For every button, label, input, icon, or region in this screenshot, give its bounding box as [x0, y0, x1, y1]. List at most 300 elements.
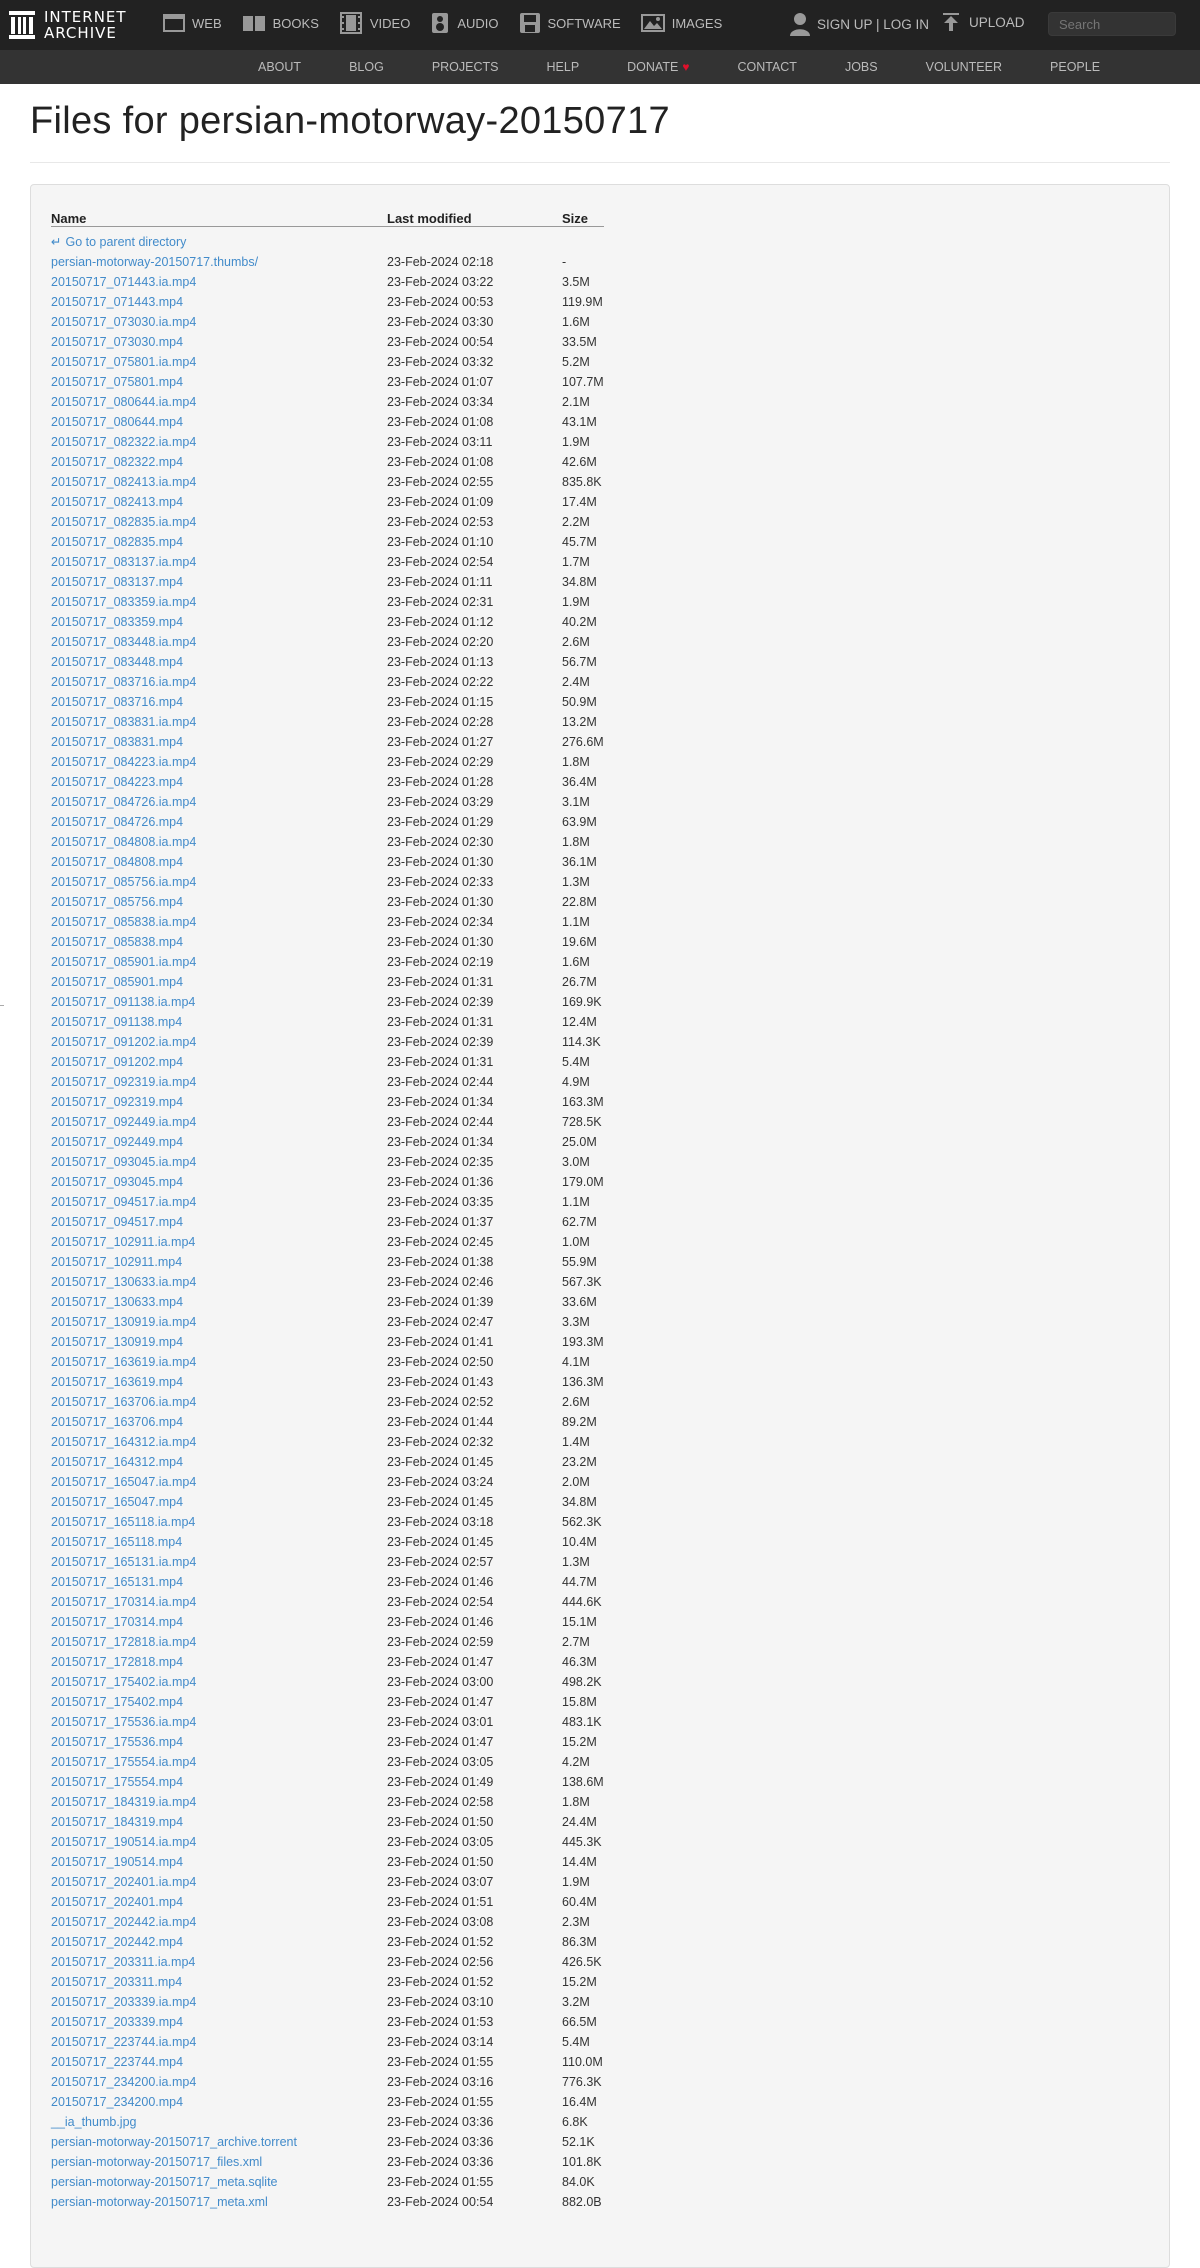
file-link[interactable]: 20150717_080644.mp4	[51, 414, 184, 429]
file-link[interactable]: 20150717_082322.mp4	[51, 454, 184, 469]
file-link[interactable]: 20150717_175402.ia.mp4	[51, 1674, 197, 1689]
last-modified-cell: 23-Feb-2024 01:47	[387, 1734, 494, 1749]
file-link[interactable]: 20150717_164312.ia.mp4	[51, 1434, 197, 1449]
file-name-cell	[51, 1932, 387, 1952]
subnav-about[interactable]	[258, 60, 301, 74]
size-cell: 19.6M	[562, 934, 597, 949]
subnav-label: CONTACT	[737, 60, 797, 74]
file-link[interactable]: 20150717_234200.ia.mp4	[51, 2074, 197, 2089]
table-row	[51, 852, 604, 872]
last-modified-cell: 23-Feb-2024 01:28	[387, 774, 494, 789]
file-link[interactable]: 20150717_082413.ia.mp4	[51, 474, 197, 489]
size-cell: 50.9M	[562, 694, 597, 709]
table-row	[51, 372, 604, 392]
file-link[interactable]: 20150717_092449.mp4	[51, 1134, 184, 1149]
last-modified-cell: 23-Feb-2024 00:53	[387, 294, 494, 309]
last-modified-cell: 23-Feb-2024 01:30	[387, 854, 494, 869]
nav-software[interactable]	[519, 12, 621, 34]
nav-books[interactable]	[242, 12, 319, 34]
header-name[interactable]: Name	[51, 202, 387, 226]
table-row	[51, 1432, 604, 1452]
file-name-cell	[51, 1992, 387, 2012]
signup-login[interactable]	[789, 12, 929, 36]
size-cell: 84.0K	[562, 2174, 595, 2189]
table-row	[51, 592, 604, 612]
file-link[interactable]: 20150717_092449.ia.mp4	[51, 1114, 197, 1129]
file-link[interactable]: 20150717_165118.mp4	[51, 1534, 183, 1549]
file-name-cell	[51, 952, 387, 972]
file-link[interactable]: 20150717_170314.ia.mp4	[51, 1594, 197, 1609]
file-name-cell	[51, 1972, 387, 1992]
table-row	[51, 632, 604, 652]
file-link[interactable]: 20150717_202442.mp4	[51, 1934, 184, 1949]
last-modified-cell: 23-Feb-2024 01:30	[387, 934, 494, 949]
size-cell: 728.5K	[562, 1114, 602, 1129]
file-link[interactable]: persian-motorway-20150717_meta.sqlite	[51, 2174, 278, 2189]
file-link[interactable]: 20150717_203311.ia.mp4	[51, 1954, 196, 1969]
table-row	[51, 552, 604, 572]
size-cell: 276.6M	[562, 734, 604, 749]
table-row	[51, 1792, 604, 1812]
file-link[interactable]: 20150717_165047.mp4	[51, 1494, 184, 1509]
table-row	[51, 1652, 604, 1672]
file-link[interactable]: 20150717_083137.mp4	[51, 574, 184, 589]
file-link[interactable]: 20150717_175554.mp4	[51, 1774, 184, 1789]
file-name-cell	[51, 972, 387, 992]
table-row	[51, 512, 604, 532]
file-link[interactable]: persian-motorway-20150717_archive.torrent	[51, 2134, 297, 2149]
last-modified-cell: 23-Feb-2024 03:05	[387, 1754, 494, 1769]
file-name-cell	[51, 1032, 387, 1052]
last-modified-cell: 23-Feb-2024 02:39	[387, 1034, 494, 1049]
title-divider	[30, 162, 1170, 163]
file-name-cell	[51, 2052, 387, 2072]
last-modified-cell: 23-Feb-2024 03:30	[387, 314, 494, 329]
subnav-projects[interactable]	[432, 60, 499, 74]
file-name-cell	[51, 392, 387, 412]
last-modified-cell: 23-Feb-2024 02:34	[387, 914, 494, 929]
file-name-cell	[51, 1012, 387, 1032]
table-row	[51, 672, 604, 692]
file-link[interactable]: 20150717_084808.mp4	[51, 854, 184, 869]
last-modified-cell: 23-Feb-2024 01:50	[387, 1814, 494, 1829]
internet-archive-logo[interactable]	[8, 6, 127, 44]
file-link[interactable]: 20150717_234200.mp4	[51, 2094, 184, 2109]
file-link[interactable]: 20150717_091138.ia.mp4	[51, 994, 196, 1009]
file-link[interactable]: 20150717_165131.mp4	[51, 1574, 184, 1589]
file-link[interactable]: 20150717_082322.ia.mp4	[51, 434, 197, 449]
file-link[interactable]: 20150717_083359.ia.mp4	[51, 594, 197, 609]
file-link[interactable]: 20150717_084223.mp4	[51, 774, 184, 789]
file-link[interactable]: 20150717_080644.ia.mp4	[51, 394, 197, 409]
last-modified-cell: 23-Feb-2024 03:08	[387, 1914, 494, 1929]
file-link[interactable]: 20150717_223744.ia.mp4	[51, 2034, 197, 2049]
size-cell: 107.7M	[562, 374, 604, 389]
size-cell: 114.3K	[562, 1034, 601, 1049]
table-row	[51, 692, 604, 712]
file-link[interactable]: 20150717_075801.ia.mp4	[51, 354, 197, 369]
last-modified-cell: 23-Feb-2024 03:29	[387, 794, 494, 809]
size-cell: 4.9M	[562, 1074, 590, 1089]
file-link[interactable]: 20150717_071443.ia.mp4	[51, 274, 197, 289]
subnav-people[interactable]	[1050, 60, 1100, 74]
file-link[interactable]: 20150717_083831.ia.mp4	[51, 714, 197, 729]
table-row	[51, 1972, 604, 1992]
file-link[interactable]: 20150717_163706.ia.mp4	[51, 1394, 197, 1409]
file-name-cell	[51, 2152, 387, 2172]
file-link[interactable]: 20150717_130919.ia.mp4	[51, 1314, 197, 1329]
file-link[interactable]: 20150717_093045.mp4	[51, 1174, 184, 1189]
table-row	[51, 392, 604, 412]
table-row	[51, 1092, 604, 1112]
last-modified-cell: 23-Feb-2024 02:55	[387, 474, 494, 489]
file-link[interactable]: 20150717_175402.mp4	[51, 1694, 184, 1709]
last-modified-cell: 23-Feb-2024 01:43	[387, 1374, 494, 1389]
file-link[interactable]: 20150717_094517.mp4	[51, 1214, 184, 1229]
last-modified-cell: 23-Feb-2024 02:57	[387, 1554, 494, 1569]
file-link[interactable]: 20150717_203339.mp4	[51, 2014, 184, 2029]
last-modified-cell: 23-Feb-2024 02:45	[387, 1234, 494, 1249]
search-input[interactable]	[1059, 17, 1169, 32]
last-modified-cell: 23-Feb-2024 01:55	[387, 2054, 494, 2069]
subnav-blog[interactable]	[349, 60, 384, 74]
last-modified-cell: 23-Feb-2024 02:56	[387, 1954, 494, 1969]
file-link[interactable]: 20150717_092319.ia.mp4	[51, 1074, 197, 1089]
last-modified-cell: 23-Feb-2024 02:54	[387, 554, 494, 569]
table-row	[51, 712, 604, 732]
last-modified-cell: 23-Feb-2024 02:19	[387, 954, 494, 969]
file-link[interactable]: 20150717_085756.ia.mp4	[51, 874, 197, 889]
size-cell: 45.7M	[562, 534, 597, 549]
size-cell: 3.2M	[562, 1994, 590, 2009]
file-link[interactable]: 20150717_082835.mp4	[51, 534, 184, 549]
file-link[interactable]: __ia_thumb.jpg	[51, 2114, 137, 2129]
file-link[interactable]: 20150717_082413.mp4	[51, 494, 184, 509]
file-link[interactable]: 20150717_175554.ia.mp4	[51, 1754, 197, 1769]
file-link[interactable]: 20150717_083448.ia.mp4	[51, 634, 197, 649]
size-cell: 5.4M	[562, 1054, 590, 1069]
file-name-cell	[51, 512, 387, 532]
last-modified-cell: 23-Feb-2024 03:18	[387, 1514, 494, 1529]
last-modified-cell: 23-Feb-2024 02:31	[387, 594, 494, 609]
last-modified-cell: 23-Feb-2024 03:07	[387, 1874, 494, 1889]
size-cell: 1.1M	[562, 1194, 590, 1209]
size-cell: 1.1M	[562, 914, 590, 929]
file-name-cell	[51, 1472, 387, 1492]
size-cell: 17.4M	[562, 494, 597, 509]
nav-images[interactable]	[641, 12, 723, 34]
table-row	[51, 1932, 604, 1952]
last-modified-cell: 23-Feb-2024 01:12	[387, 614, 494, 629]
file-link[interactable]: 20150717_083716.mp4	[51, 694, 184, 709]
subnav-volunteer[interactable]	[926, 60, 1002, 74]
table-row	[51, 352, 604, 372]
file-name-cell	[51, 1692, 387, 1712]
file-link[interactable]: 20150717_085756.mp4	[51, 894, 184, 909]
file-link[interactable]: persian-motorway-20150717_meta.xml	[51, 2194, 268, 2209]
table-row	[51, 972, 604, 992]
size-cell: 1.6M	[562, 314, 590, 329]
table-row	[51, 472, 604, 492]
file-link[interactable]: 20150717_083716.ia.mp4	[51, 674, 197, 689]
size-cell: 1.7M	[562, 554, 590, 569]
file-name-cell	[51, 352, 387, 372]
subnav-contact[interactable]	[737, 60, 797, 74]
file-link[interactable]: 20150717_083359.mp4	[51, 614, 184, 629]
last-modified-cell: 23-Feb-2024 01:08	[387, 414, 494, 429]
size-cell: 33.5M	[562, 334, 597, 349]
file-link[interactable]: 20150717_164312.mp4	[51, 1454, 184, 1469]
size-cell: 60.4M	[562, 1894, 597, 1909]
file-link[interactable]: 20150717_190514.mp4	[51, 1854, 184, 1869]
last-modified-cell: 23-Feb-2024 01:11	[387, 574, 493, 589]
last-modified-cell: 23-Feb-2024 02:39	[387, 994, 494, 1009]
file-link[interactable]: 20150717_165047.ia.mp4	[51, 1474, 197, 1489]
file-name-cell	[51, 1892, 387, 1912]
file-link[interactable]: 20150717_083137.ia.mp4	[51, 554, 197, 569]
last-modified-cell: 23-Feb-2024 01:36	[387, 1174, 494, 1189]
last-modified-cell: 23-Feb-2024 01:15	[387, 694, 494, 709]
file-link[interactable]: 20150717_163619.ia.mp4	[51, 1354, 197, 1369]
size-cell: 6.8K	[562, 2114, 588, 2129]
table-row	[51, 832, 604, 852]
file-name-cell	[51, 1532, 387, 1552]
size-cell: 445.3K	[562, 1834, 602, 1849]
size-cell: 10.4M	[562, 1534, 597, 1549]
last-modified-cell: 23-Feb-2024 03:36	[387, 2134, 494, 2149]
media-nav	[163, 12, 742, 34]
file-link[interactable]: 20150717_165131.ia.mp4	[51, 1554, 197, 1569]
size-cell: 169.9K	[562, 994, 602, 1009]
search-box[interactable]	[1048, 12, 1176, 36]
file-link[interactable]: 20150717_091202.mp4	[51, 1054, 184, 1069]
size-cell: 101.8K	[562, 2154, 602, 2169]
file-link[interactable]: 20150717_082835.ia.mp4	[51, 514, 197, 529]
file-link[interactable]: 20150717_184319.ia.mp4	[51, 1794, 197, 1809]
size-cell: 16.4M	[562, 2094, 597, 2109]
file-link[interactable]: 20150717_102911.ia.mp4	[51, 1234, 196, 1249]
size-cell: 25.0M	[562, 1134, 597, 1149]
parent-directory-label: Go to parent directory	[65, 235, 187, 249]
file-link[interactable]: 20150717_175536.ia.mp4	[51, 1714, 197, 1729]
size-cell: 2.6M	[562, 634, 590, 649]
file-link[interactable]: 20150717_102911.mp4	[51, 1254, 183, 1269]
file-link[interactable]: 20150717_203339.ia.mp4	[51, 1994, 197, 2009]
file-name-cell	[51, 872, 387, 892]
size-cell: 15.1M	[562, 1614, 597, 1629]
file-name-cell	[51, 1132, 387, 1152]
table-row	[51, 1292, 604, 1312]
size-cell: 55.9M	[562, 1254, 597, 1269]
file-name-cell	[51, 1072, 387, 1092]
file-name-cell	[51, 592, 387, 612]
subnav-donate[interactable]	[627, 60, 689, 74]
file-link[interactable]: 20150717_163706.mp4	[51, 1414, 184, 1429]
upload-button[interactable]	[942, 12, 1025, 32]
file-link[interactable]: 20150717_075801.mp4	[51, 374, 184, 389]
file-name-cell	[51, 452, 387, 472]
file-link[interactable]: 20150717_172818.ia.mp4	[51, 1634, 197, 1649]
file-link[interactable]: 20150717_073030.mp4	[51, 334, 184, 349]
last-modified-cell: 23-Feb-2024 01:47	[387, 1694, 494, 1709]
file-name-cell	[51, 1332, 387, 1352]
size-cell: 66.5M	[562, 2014, 597, 2029]
upload-label: UPLOAD	[969, 14, 1025, 30]
table-row	[51, 2172, 604, 2192]
file-name-cell	[51, 1292, 387, 1312]
subnav-jobs[interactable]	[845, 60, 878, 74]
file-link[interactable]: 20150717_190514.ia.mp4	[51, 1834, 197, 1849]
file-name-cell	[51, 692, 387, 712]
file-link[interactable]: 20150717_083448.mp4	[51, 654, 184, 669]
table-row	[51, 1732, 604, 1752]
file-link[interactable]: 20150717_085901.ia.mp4	[51, 954, 197, 969]
top-nav	[0, 0, 1200, 50]
last-modified-cell: 23-Feb-2024 01:13	[387, 654, 494, 669]
file-link[interactable]: 20150717_202442.ia.mp4	[51, 1914, 197, 1929]
nav-audio[interactable]	[430, 12, 498, 34]
subnav-label: DONATE	[627, 60, 679, 74]
file-link[interactable]: 20150717_130919.mp4	[51, 1334, 184, 1349]
file-link[interactable]: 20150717_130633.ia.mp4	[51, 1274, 197, 1289]
file-name-cell	[51, 752, 387, 772]
file-name-cell	[51, 292, 387, 312]
header-size[interactable]: Size	[562, 202, 604, 226]
size-cell: 33.6M	[562, 1294, 597, 1309]
file-name-cell	[51, 2072, 387, 2092]
table-row	[51, 1912, 604, 1932]
file-name-cell	[51, 652, 387, 672]
file-link[interactable]: 20150717_184319.mp4	[51, 1814, 184, 1829]
table-row	[51, 1512, 604, 1532]
table-row	[51, 332, 604, 352]
file-link[interactable]: 20150717_094517.ia.mp4	[51, 1194, 197, 1209]
file-name-cell	[51, 1552, 387, 1572]
table-row	[51, 1192, 604, 1212]
size-cell: 119.9M	[562, 294, 603, 309]
last-modified-cell: 23-Feb-2024 02:44	[387, 1114, 494, 1129]
file-link[interactable]: 20150717_083831.mp4	[51, 734, 184, 749]
table-row	[51, 2132, 604, 2152]
file-name-cell	[51, 312, 387, 332]
last-modified-cell: 23-Feb-2024 01:31	[387, 974, 494, 989]
file-link[interactable]: 20150717_085838.ia.mp4	[51, 914, 197, 929]
last-modified-cell: 23-Feb-2024 01:53	[387, 2014, 494, 2029]
parent-directory-link[interactable]	[51, 235, 186, 249]
size-cell: 24.4M	[562, 1814, 597, 1829]
size-cell: 193.3M	[562, 1334, 604, 1349]
file-link[interactable]: 20150717_170314.mp4	[51, 1614, 184, 1629]
header-last-modified[interactable]: Last modified	[387, 202, 562, 226]
table-row	[51, 412, 604, 432]
file-name-cell	[51, 1372, 387, 1392]
file-link[interactable]: 20150717_085901.mp4	[51, 974, 184, 989]
size-cell: 22.8M	[562, 894, 597, 909]
table-row	[51, 432, 604, 452]
table-row	[51, 1952, 604, 1972]
subnav-help[interactable]	[547, 60, 580, 74]
size-cell: -	[562, 254, 567, 269]
file-link[interactable]: 20150717_163619.mp4	[51, 1374, 184, 1389]
file-link[interactable]: 20150717_092319.mp4	[51, 1094, 184, 1109]
file-link[interactable]: 20150717_084726.mp4	[51, 814, 184, 829]
file-name-cell	[51, 1652, 387, 1672]
last-modified-cell: 23-Feb-2024 03:16	[387, 2074, 494, 2089]
file-name-cell	[51, 1772, 387, 1792]
table-row	[51, 2152, 604, 2172]
file-name-cell	[51, 1672, 387, 1692]
books-icon	[242, 13, 266, 33]
file-link[interactable]: 20150717_172818.mp4	[51, 1654, 184, 1669]
table-row	[51, 1752, 604, 1772]
file-link[interactable]: 20150717_084808.ia.mp4	[51, 834, 197, 849]
file-name-cell	[51, 1952, 387, 1972]
size-cell: 34.8M	[562, 1494, 597, 1509]
file-link[interactable]: 20150717_203311.mp4	[51, 1974, 183, 1989]
table-row	[51, 1612, 604, 1632]
file-name-cell	[51, 712, 387, 732]
size-cell: 62.7M	[562, 1214, 597, 1229]
file-link[interactable]: 20150717_084726.ia.mp4	[51, 794, 197, 809]
table-row	[51, 1712, 604, 1732]
table-row	[51, 1412, 604, 1432]
table-row	[51, 2072, 604, 2092]
size-cell: 2.4M	[562, 674, 590, 689]
file-link[interactable]: persian-motorway-20150717_files.xml	[51, 2154, 263, 2169]
file-link[interactable]: 20150717_093045.ia.mp4	[51, 1154, 197, 1169]
table-row	[51, 1052, 604, 1072]
file-link[interactable]: 20150717_085838.mp4	[51, 934, 184, 949]
file-link[interactable]: 20150717_175536.mp4	[51, 1734, 184, 1749]
audio-icon	[430, 12, 450, 34]
file-link[interactable]: 20150717_091202.ia.mp4	[51, 1034, 197, 1049]
file-name-cell	[51, 2132, 387, 2152]
heart-icon: ♥	[682, 60, 690, 74]
file-link[interactable]: 20150717_202401.ia.mp4	[51, 1874, 197, 1889]
last-modified-cell: 23-Feb-2024 02:32	[387, 1434, 494, 1449]
file-name-cell	[51, 732, 387, 752]
nav-web[interactable]	[163, 12, 222, 34]
file-link[interactable]: 20150717_073030.ia.mp4	[51, 314, 197, 329]
file-link[interactable]: 20150717_130633.mp4	[51, 1294, 184, 1309]
file-name-cell	[51, 1252, 387, 1272]
size-cell: 2.6M	[562, 1394, 590, 1409]
last-modified-cell: 23-Feb-2024 01:10	[387, 534, 494, 549]
size-cell: 1.0M	[562, 1234, 590, 1249]
file-link[interactable]: 20150717_084223.ia.mp4	[51, 754, 197, 769]
table-row	[51, 1812, 604, 1832]
last-modified-cell: 23-Feb-2024 03:01	[387, 1714, 494, 1729]
nav-video[interactable]	[339, 12, 410, 34]
file-name-cell	[51, 1112, 387, 1132]
table-row	[51, 2092, 604, 2112]
software-icon	[519, 12, 541, 34]
size-cell: 3.1M	[562, 794, 590, 809]
table-row	[51, 1472, 604, 1492]
file-link[interactable]: 20150717_223744.mp4	[51, 2054, 184, 2069]
last-modified-cell: 23-Feb-2024 01:51	[387, 1894, 494, 1909]
file-name-cell	[51, 2112, 387, 2132]
video-icon	[339, 12, 363, 34]
file-link[interactable]: 20150717_071443.mp4	[51, 294, 184, 309]
file-link[interactable]: 20150717_091138.mp4	[51, 1014, 183, 1029]
file-link[interactable]: 20150717_165118.ia.mp4	[51, 1514, 196, 1529]
last-modified-cell: 23-Feb-2024 02:22	[387, 674, 494, 689]
nav-video-label: VIDEO	[369, 15, 411, 31]
file-link[interactable]: 20150717_202401.mp4	[51, 1894, 184, 1909]
table-row	[51, 932, 604, 952]
file-link[interactable]: persian-motorway-20150717.thumbs/	[51, 254, 259, 269]
